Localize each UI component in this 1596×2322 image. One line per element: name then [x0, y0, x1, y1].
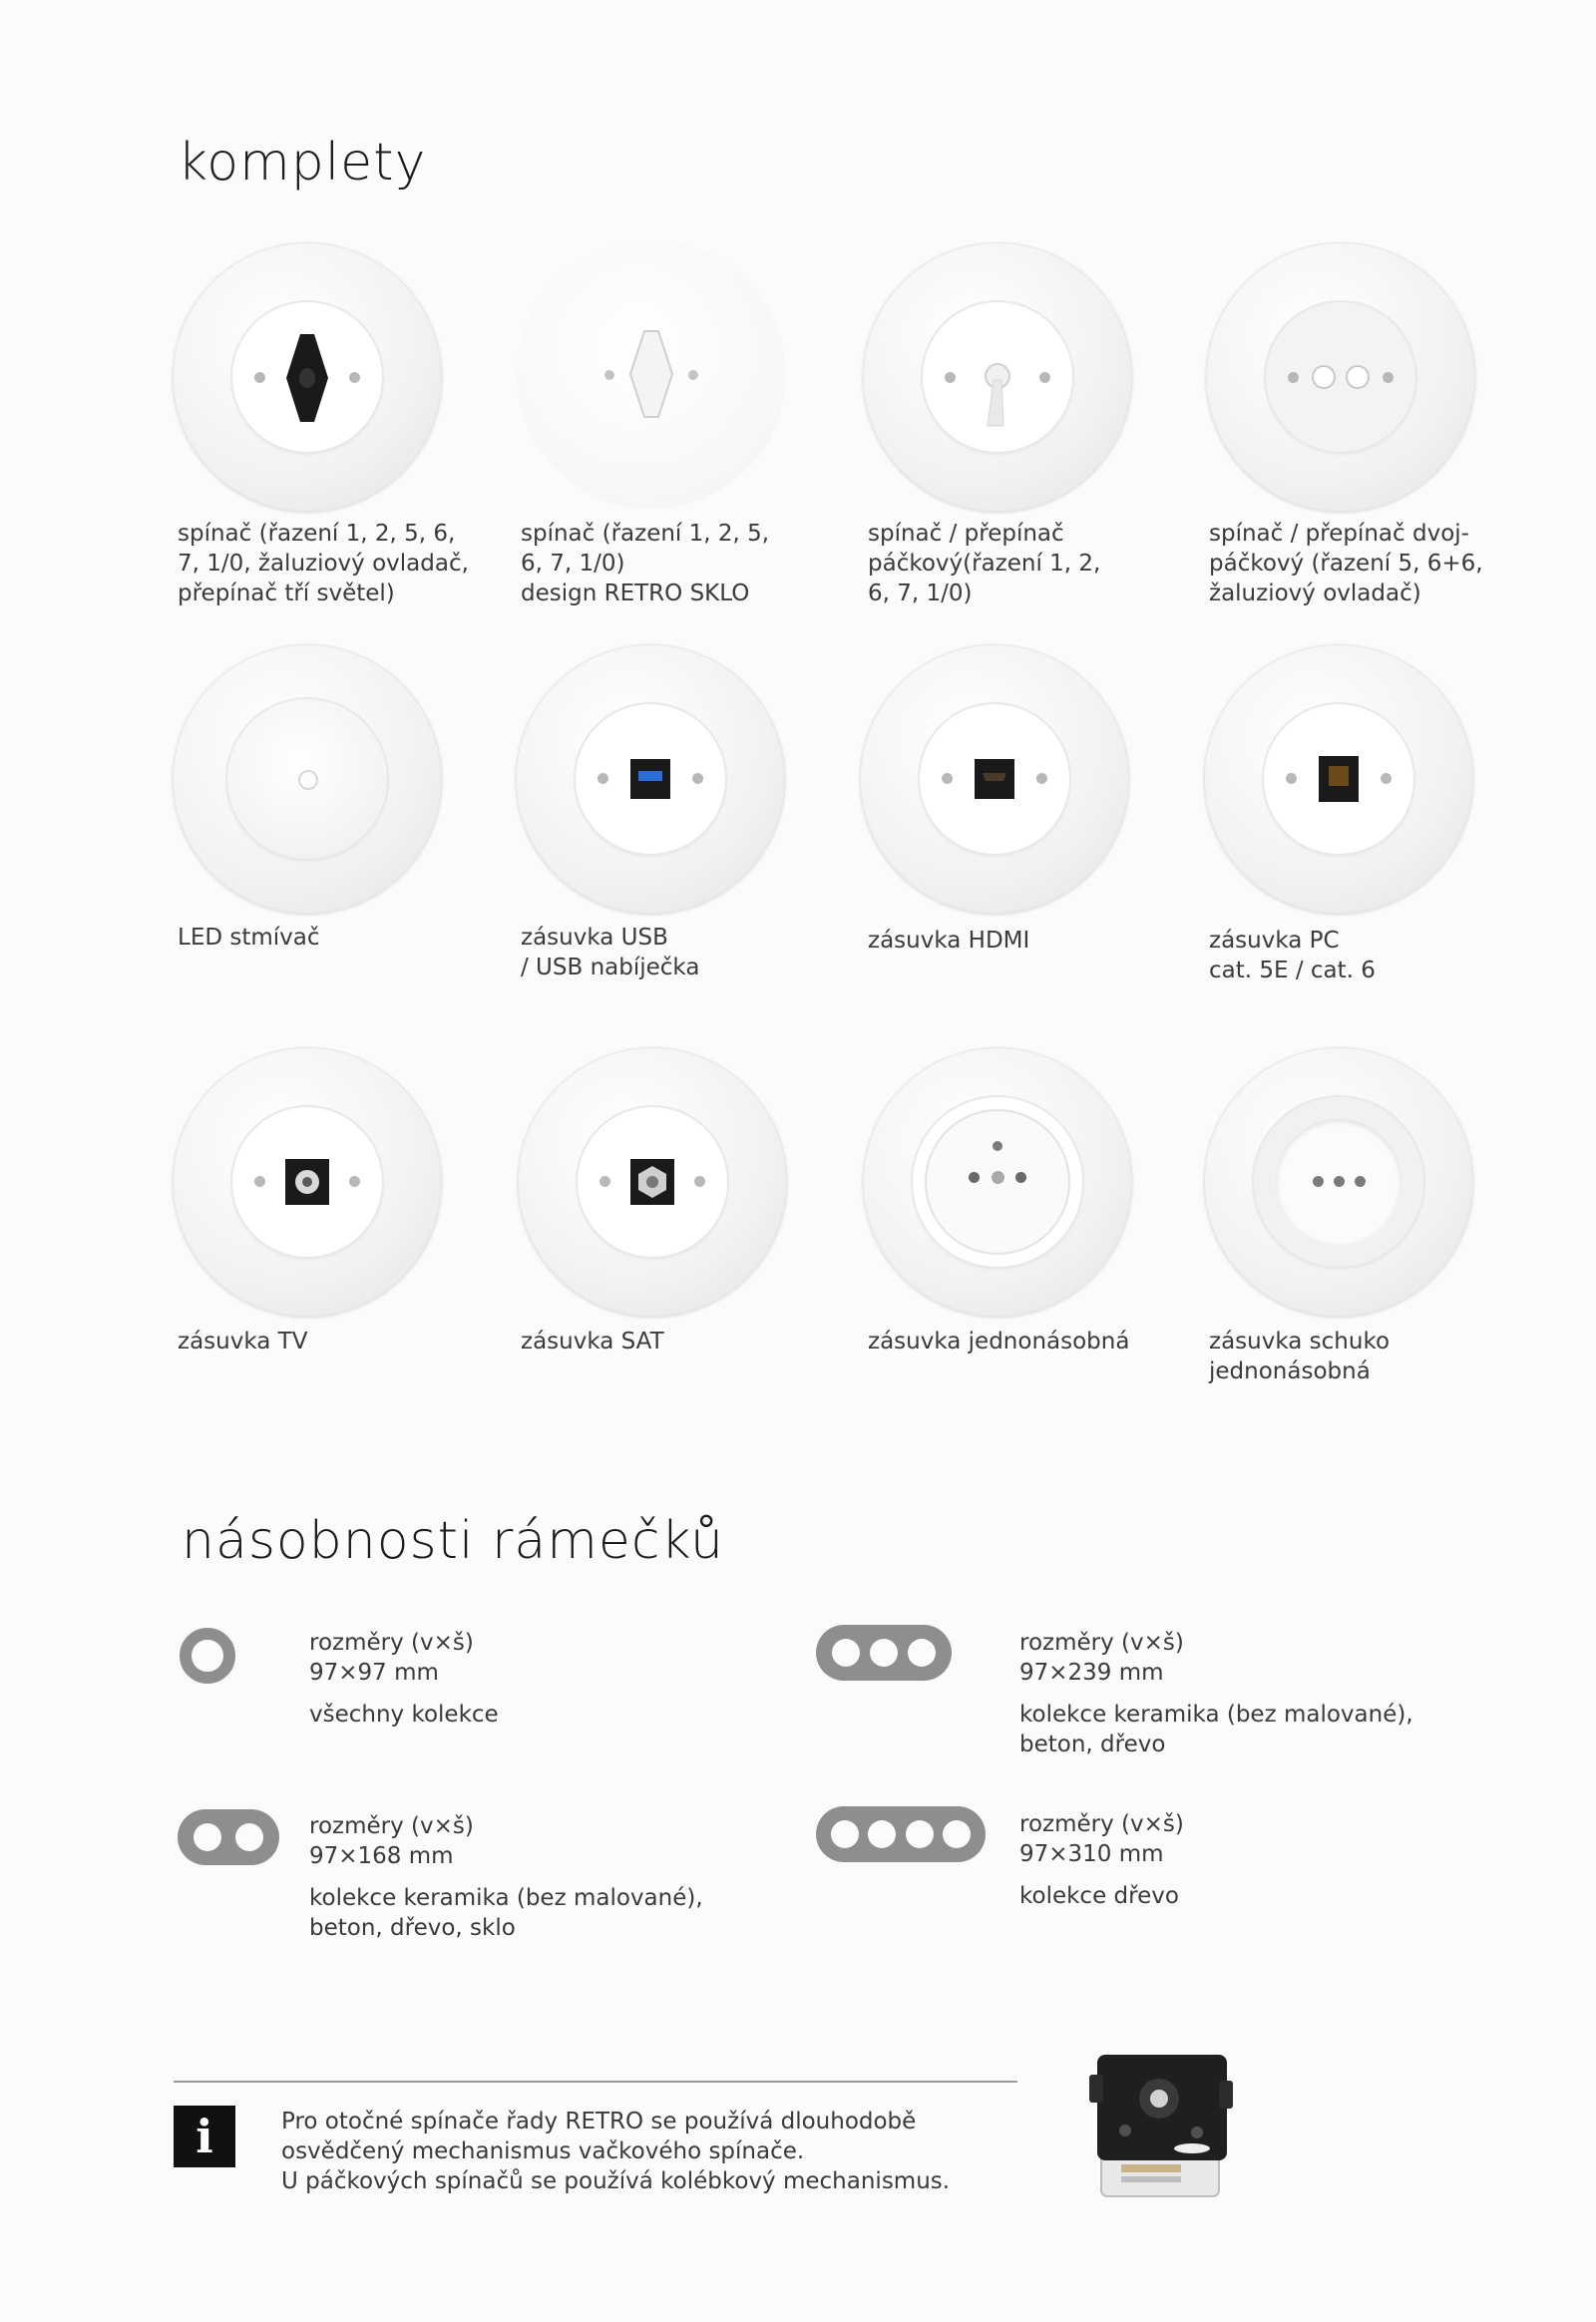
caption-pc: zásuvka PC cat. 5E / cat. 6	[1209, 928, 1376, 983]
frame-collections: kolekce keramika (bez malované), beton, dřevo, sklo	[309, 1885, 703, 1941]
pc-socket-icon	[1319, 756, 1359, 802]
frame-dims-label: rozměry (v×š)	[309, 1813, 474, 1839]
frame-double-info	[309, 1811, 703, 1943]
schuko-socket-icon	[1254, 1097, 1423, 1267]
caption-dimmer: LED stmívač	[178, 925, 320, 951]
caption-sat: zásuvka SAT	[521, 1329, 664, 1354]
product-plate-hdmi	[860, 644, 1129, 914]
frame-single-info	[309, 1628, 499, 1730]
caption-rotary-glass: spínač (řazení 1, 2, 5, 6, 7, 1/0) design RETRO SKLO	[521, 521, 770, 606]
inner-plate	[1264, 704, 1413, 854]
frame-collections: kolekce keramika (bez malované), beton, dřevo	[1019, 1702, 1413, 1757]
product-plate-dimmer	[173, 644, 442, 914]
hdmi-socket-icon	[975, 759, 1014, 799]
dimmer-knob-icon	[227, 699, 387, 859]
frame-dims: 97×168 mm	[309, 1843, 454, 1869]
product-plate-schuko	[1204, 1047, 1473, 1317]
tv-socket-icon	[285, 1159, 329, 1205]
frame-dims-label: rozměry (v×š)	[1019, 1811, 1184, 1837]
frame-triple-info	[1019, 1628, 1413, 1759]
frame-single-icon	[180, 1628, 235, 1684]
inner-plate	[232, 1107, 382, 1257]
frame-collections: kolekce dřevo	[1019, 1883, 1179, 1909]
info-text	[281, 2107, 950, 2196]
caption-hdmi: zásuvka HDMI	[868, 928, 1030, 954]
frame-triple-icon	[816, 1625, 952, 1681]
info-icon: i	[174, 2106, 235, 2167]
caption-rotary-black: spínač (řazení 1, 2, 5, 6, 7, 1/0, žaluziový ovladač, přepínač tří světel)	[178, 521, 469, 606]
inner-plate	[576, 704, 725, 854]
product-plate-toggle	[863, 242, 1132, 512]
caption-double-toggle: spínač / přepínač dvoj- páčkový (řazení 5, 6+6, žaluziový ovladač)	[1209, 521, 1483, 606]
product-plate-power	[863, 1047, 1132, 1317]
inner-plate	[920, 704, 1069, 854]
product-plate-rotary-black	[173, 242, 442, 512]
toggle-switch-icon	[978, 360, 1017, 430]
frame-dims: 97×97 mm	[309, 1660, 439, 1686]
caption-tv: zásuvka TV	[178, 1329, 308, 1354]
frame-double-icon	[178, 1809, 279, 1865]
frame-dims-label: rozměry (v×š)	[309, 1630, 474, 1656]
caption-toggle: spínač / přepínač páčkový(řazení 1, 2, 6, 7, 1/0)	[868, 521, 1101, 606]
product-plate-tv	[173, 1047, 442, 1317]
inner-plate	[1266, 302, 1415, 452]
section-title-komplety: komplety	[178, 133, 427, 193]
double-toggle-switch-icon	[1306, 360, 1376, 394]
product-plate-pc	[1204, 644, 1473, 914]
sat-socket-icon	[630, 1159, 674, 1205]
product-plate-rotary-glass	[517, 239, 786, 509]
info-line-3: U páčkových spínačů se používá kolébkový mechanismus.	[281, 2168, 951, 2194]
inner-plate	[923, 302, 1072, 452]
caption-usb: zásuvka USB / USB nabíječka	[521, 925, 700, 980]
power-socket-icon	[913, 1097, 1082, 1267]
frame-collections: všechny kolekce	[309, 1702, 499, 1728]
cam-switch-mechanism-image	[1087, 2041, 1237, 2210]
info-divider	[174, 2081, 1017, 2083]
caption-schuko: zásuvka schuko jednonásobná	[1209, 1329, 1391, 1384]
section-title-frames: násobnosti rámečků	[182, 1511, 724, 1571]
frame-dims-label: rozměry (v×š)	[1019, 1630, 1184, 1656]
caption-power: zásuvka jednonásobná	[868, 1329, 1130, 1354]
product-plate-usb	[516, 644, 785, 914]
inner-plate	[232, 302, 382, 452]
info-line-1: Pro otočné spínače řady RETRO se používá dlouhodobě	[281, 2109, 917, 2134]
frame-quadruple-icon	[816, 1806, 986, 1862]
rotary-switch-glass-icon	[628, 329, 674, 419]
product-plate-sat	[518, 1047, 787, 1317]
frame-dims: 97×310 mm	[1019, 1841, 1164, 1867]
frame-quadruple-info	[1019, 1809, 1184, 1911]
frame-dims: 97×239 mm	[1019, 1660, 1164, 1686]
product-plate-double-toggle	[1206, 242, 1475, 512]
info-line-2: osvědčený mechanismus vačkového spínače.	[281, 2138, 805, 2164]
usb-socket-icon	[630, 759, 670, 799]
rotary-switch-black-icon	[282, 332, 332, 424]
inner-plate	[578, 1107, 727, 1257]
